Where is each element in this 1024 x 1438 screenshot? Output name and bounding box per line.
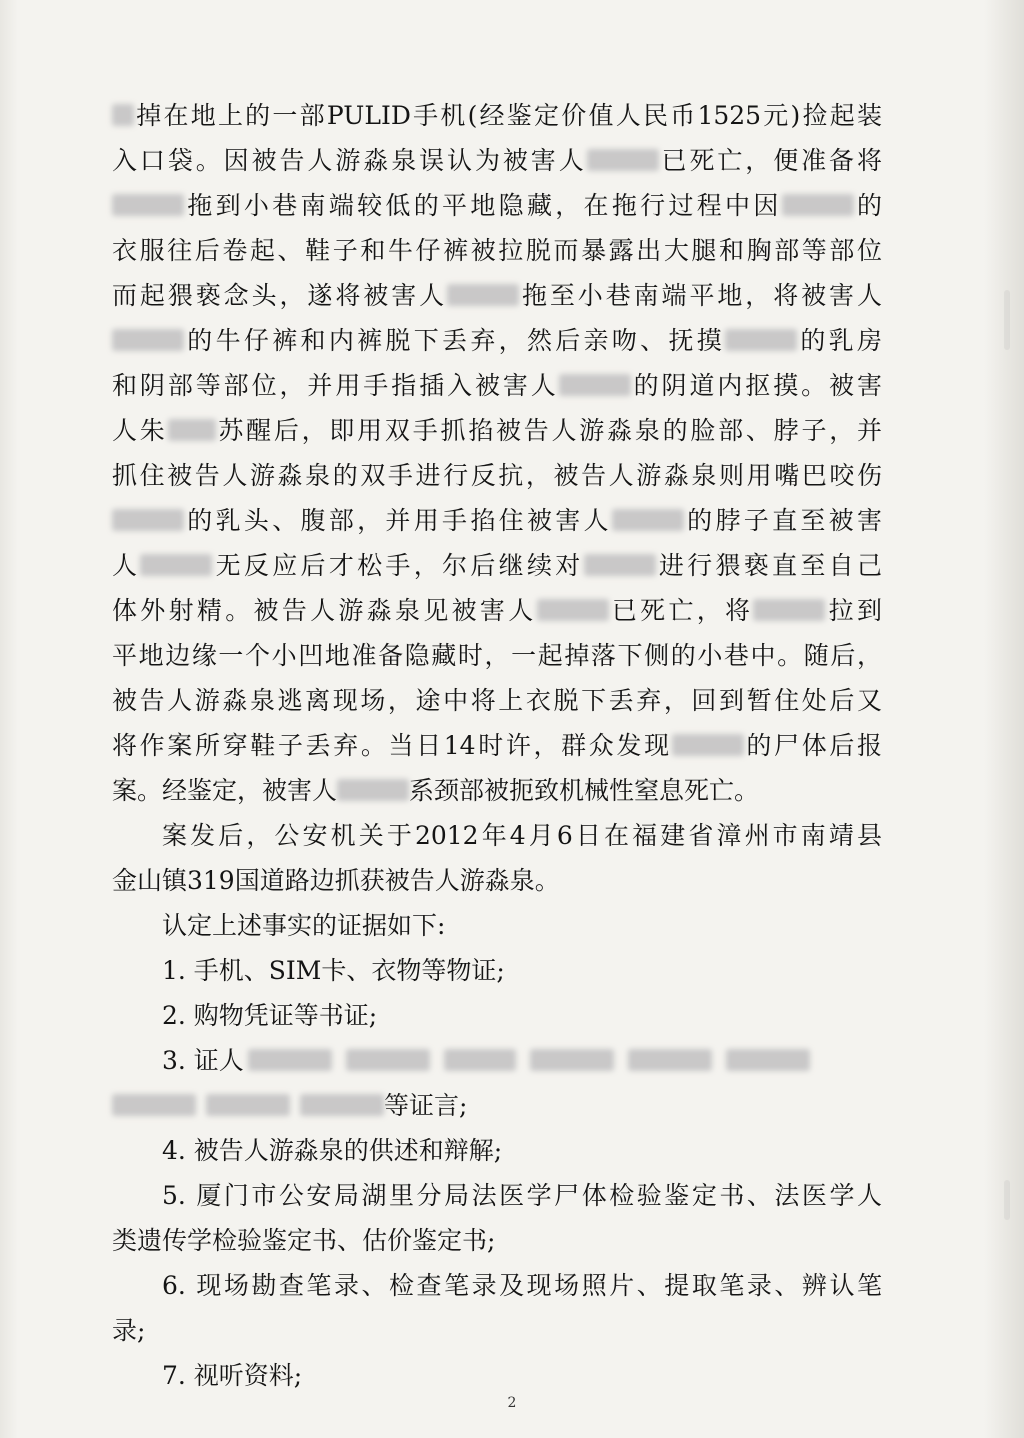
evidence-item: 6. 现场勘查笔录、检查笔录及现场照片、提取笔录、辨认笔	[162, 1271, 882, 1300]
text-line: 案。经鉴定，被害人 系颈部被扼致机械性窒息死亡。	[112, 776, 760, 805]
redacted-name	[112, 509, 184, 531]
redacted-name	[587, 149, 659, 171]
text-line: 而起猥亵念头，遂将被害人 拖至小巷南端平地，将被害人	[112, 281, 882, 310]
text-line: 体外射精。被告人游淼泉见被害人 已死亡，将 拉到	[112, 596, 882, 625]
evidence-item-continued: 等证言;	[112, 1088, 882, 1124]
redacted-name	[447, 284, 519, 306]
redacted-name	[112, 194, 184, 216]
evidence-item: 1. 手机、SIM卡、衣物等物证;	[162, 956, 505, 985]
redacted-name	[248, 1049, 332, 1071]
text-line: 衣服往后卷起、鞋子和牛仔裤被拉脱而暴露出大腿和胸部等部位	[112, 236, 882, 265]
evidence-item: 7. 视听资料;	[162, 1361, 303, 1390]
redacted-name	[168, 419, 216, 441]
redacted-name	[584, 554, 656, 576]
text-line: 人朱 苏醒后，即用双手抓掐被告人游淼泉的脸部、脖子，并	[112, 416, 882, 445]
redacted-name	[346, 1049, 430, 1071]
redacted-name	[628, 1049, 712, 1071]
text-line: 被告人游淼泉逃离现场，途中将上衣脱下丢弃，回到暂住处后又	[112, 686, 882, 715]
text-line: 的牛仔裤和内裤脱下丢弃，然后亲吻、抚摸 的乳房	[112, 323, 882, 359]
redacted-name	[444, 1049, 516, 1071]
text-line: 的乳头、腹部，并用手掐住被害人 的脖子直至被害	[112, 503, 882, 539]
text-line: 认定上述事实的证据如下:	[162, 911, 446, 940]
redacted-name	[537, 599, 609, 621]
redacted-name	[530, 1049, 614, 1071]
text-line: 掉在地上的一部PULID手机(经鉴定价值人民币1525元)捡起装	[112, 98, 882, 134]
redacted-name	[337, 779, 409, 801]
redacted-name	[672, 734, 744, 756]
redacted-name	[300, 1094, 384, 1116]
text-line: 入口袋。因被告人游淼泉误认为被害人 已死亡，便准备将	[112, 146, 882, 175]
redacted-name	[753, 599, 825, 621]
redacted-name	[559, 374, 631, 396]
redacted-name	[206, 1094, 290, 1116]
redacted-name	[112, 104, 134, 126]
text-line: 抓住被告人游淼泉的双手进行反抗，被告人游淼泉则用嘴巴咬伤	[112, 461, 882, 490]
evidence-item: 2. 购物凭证等书证;	[162, 1001, 378, 1030]
text-line: 人 无反应后才松手，尔后继续对 进行猥亵直至自己	[112, 551, 882, 580]
redacted-name	[782, 194, 854, 216]
evidence-item: 3. 证人	[162, 1043, 882, 1079]
text-line: 将作案所穿鞋子丢弃。当日14时许，群众发现 的尸体后报	[112, 731, 882, 760]
redacted-name	[726, 1049, 810, 1071]
redacted-name	[725, 329, 797, 351]
page-number: 2	[507, 1395, 517, 1411]
text-line: 和阴部等部位，并用手指插入被害人 的阴道内抠摸。被害	[112, 371, 882, 400]
evidence-item: 5. 厦门市公安局湖里分局法医学尸体检验鉴定书、法医学人	[162, 1181, 882, 1210]
evidence-item-continued: 录;	[112, 1316, 146, 1345]
redacted-name	[140, 554, 212, 576]
text-line: 金山镇319国道路边抓获被告人游淼泉。	[112, 866, 560, 895]
evidence-item-continued: 类遗传学检验鉴定书、估价鉴定书;	[112, 1226, 496, 1255]
redacted-name	[612, 509, 684, 531]
text-line: 平地边缘一个小凹地准备隐藏时，一起掉落下侧的小巷中。随后，	[112, 641, 882, 670]
redacted-name	[112, 329, 184, 351]
text-line: 拖到小巷南端较低的平地隐藏，在拖行过程中因 的	[112, 188, 882, 224]
text-line: 案发后，公安机关于2012年4月6日在福建省漳州市南靖县	[162, 821, 882, 850]
evidence-item: 4. 被告人游淼泉的供述和辩解;	[162, 1136, 503, 1165]
redacted-name	[112, 1094, 196, 1116]
